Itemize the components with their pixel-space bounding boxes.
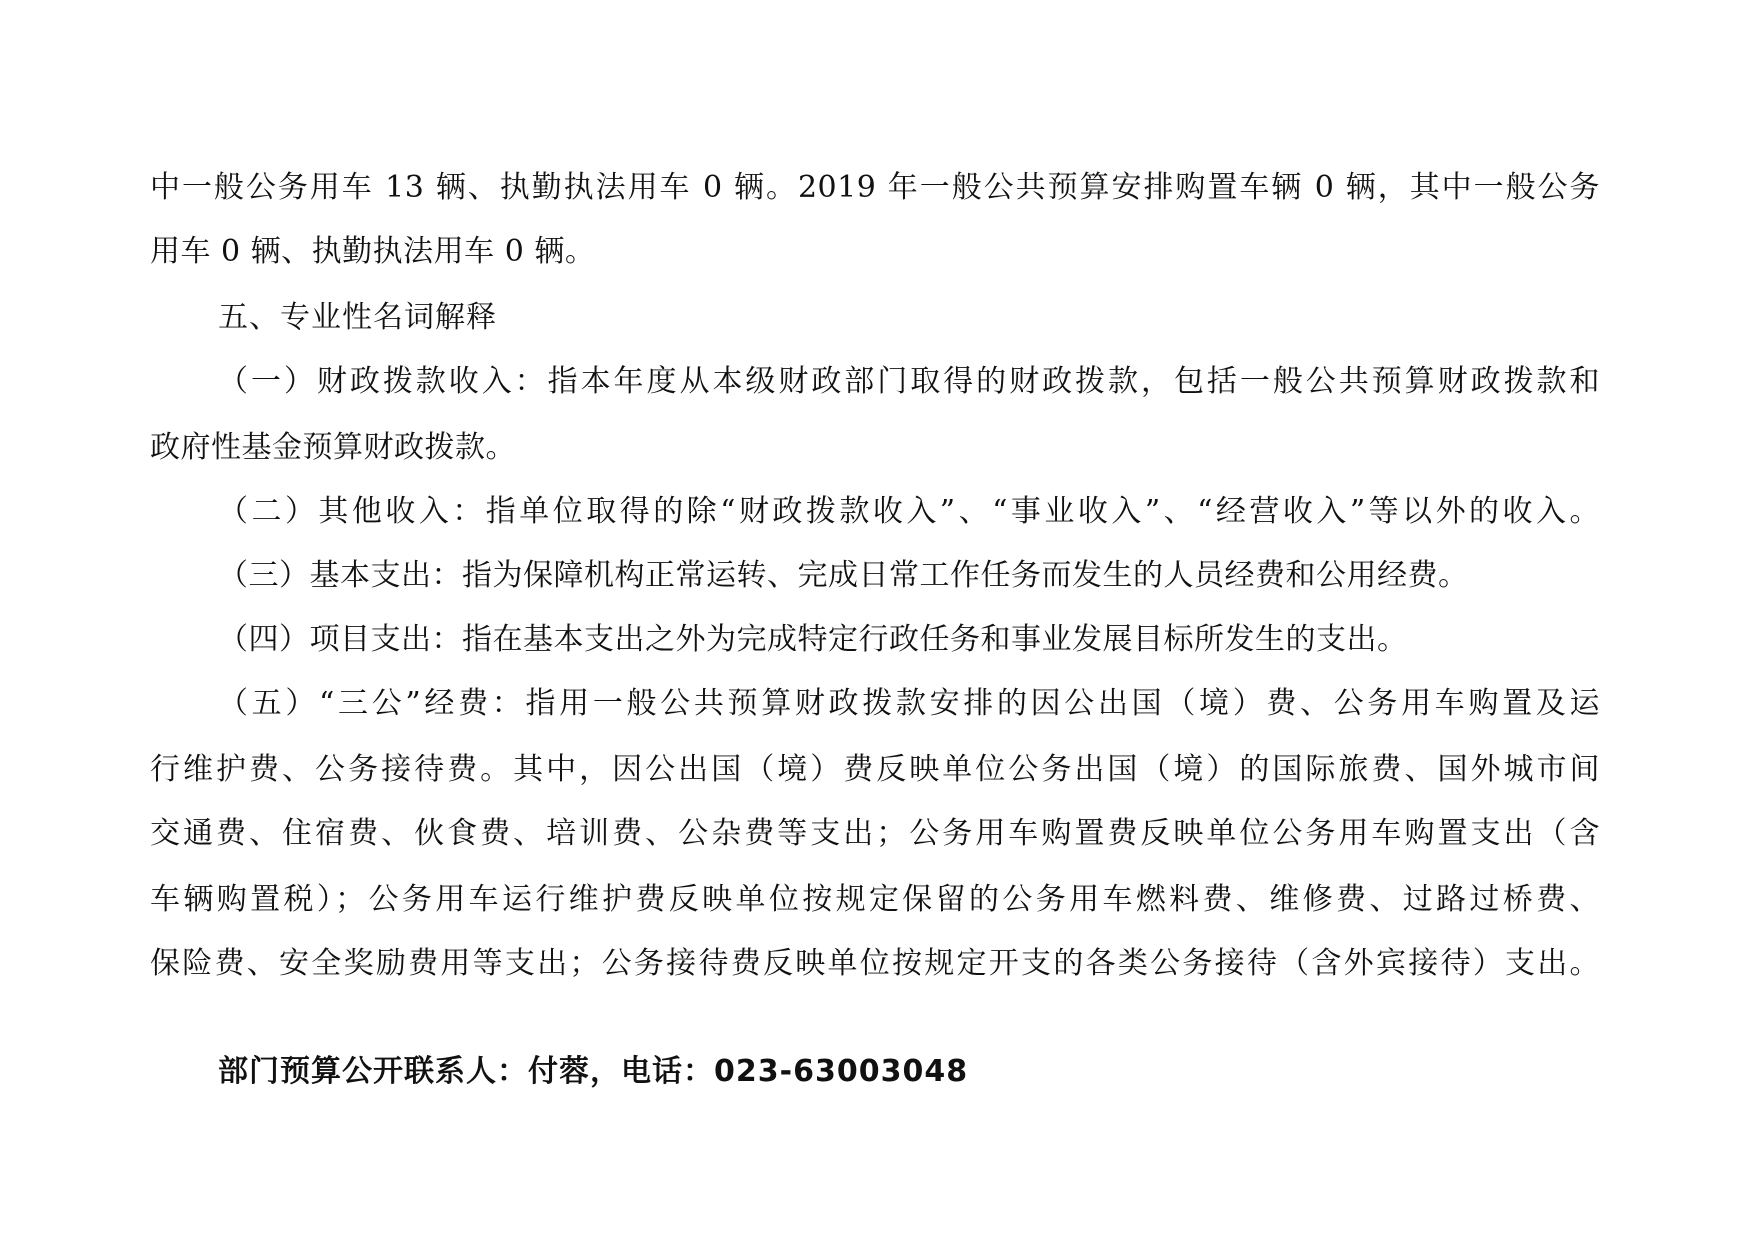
definition-3: （三）基本支出：指为保障机构正常运转、完成日常工作任务而发生的人员经费和公用经费。 [218, 558, 1469, 593]
contact-info: 部门预算公开联系人：付蓉，电话：023-63003048 [218, 1054, 969, 1089]
definition-2: （二）其他收入：指单位取得的除“财政拨款收入”、“事业收入”、“经营收入”等以外的收入。 [218, 494, 1600, 529]
definition-5-line-1: （五）“三公”经费：指用一般公共预算财政拨款安排的因公出国（境）费、公务用车购置及运 [218, 686, 1600, 721]
definition-5-line-4: 车辆购置税）；公务用车运行维护费反映单位按规定保留的公务用车燃料费、维修费、过路过桥费、 [150, 882, 1600, 917]
paragraph-vehicles-line-2: 用车 0 辆、执勤执法用车 0 辆。 [150, 234, 596, 269]
definition-1-line-2: 政府性基金预算财政拨款。 [150, 430, 516, 465]
definition-4: （四）项目支出：指在基本支出之外为完成特定行政任务和事业发展目标所发生的支出。 [218, 622, 1408, 657]
section-heading: 五、专业性名词解释 [218, 300, 497, 335]
paragraph-vehicles-line-1: 中一般公务用车 13 辆、执勤执法用车 0 辆。2019 年一般公共预算安排购置车辆 0 辆，其中一般公务 [150, 170, 1600, 205]
definition-5-line-3: 交通费、住宿费、伙食费、培训费、公杂费等支出；公务用车购置费反映单位公务用车购置支出（含 [150, 816, 1600, 851]
definition-5-line-2: 行维护费、公务接待费。其中，因公出国（境）费反映单位公务出国（境）的国际旅费、国外城市间 [150, 752, 1600, 787]
definition-5-line-5: 保险费、安全奖励费用等支出；公务接待费反映单位按规定开支的各类公务接待（含外宾接待）支出。 [150, 946, 1600, 981]
definition-1-line-1: （一）财政拨款收入：指本年度从本级财政部门取得的财政拨款，包括一般公共预算财政拨款和 [218, 364, 1600, 399]
